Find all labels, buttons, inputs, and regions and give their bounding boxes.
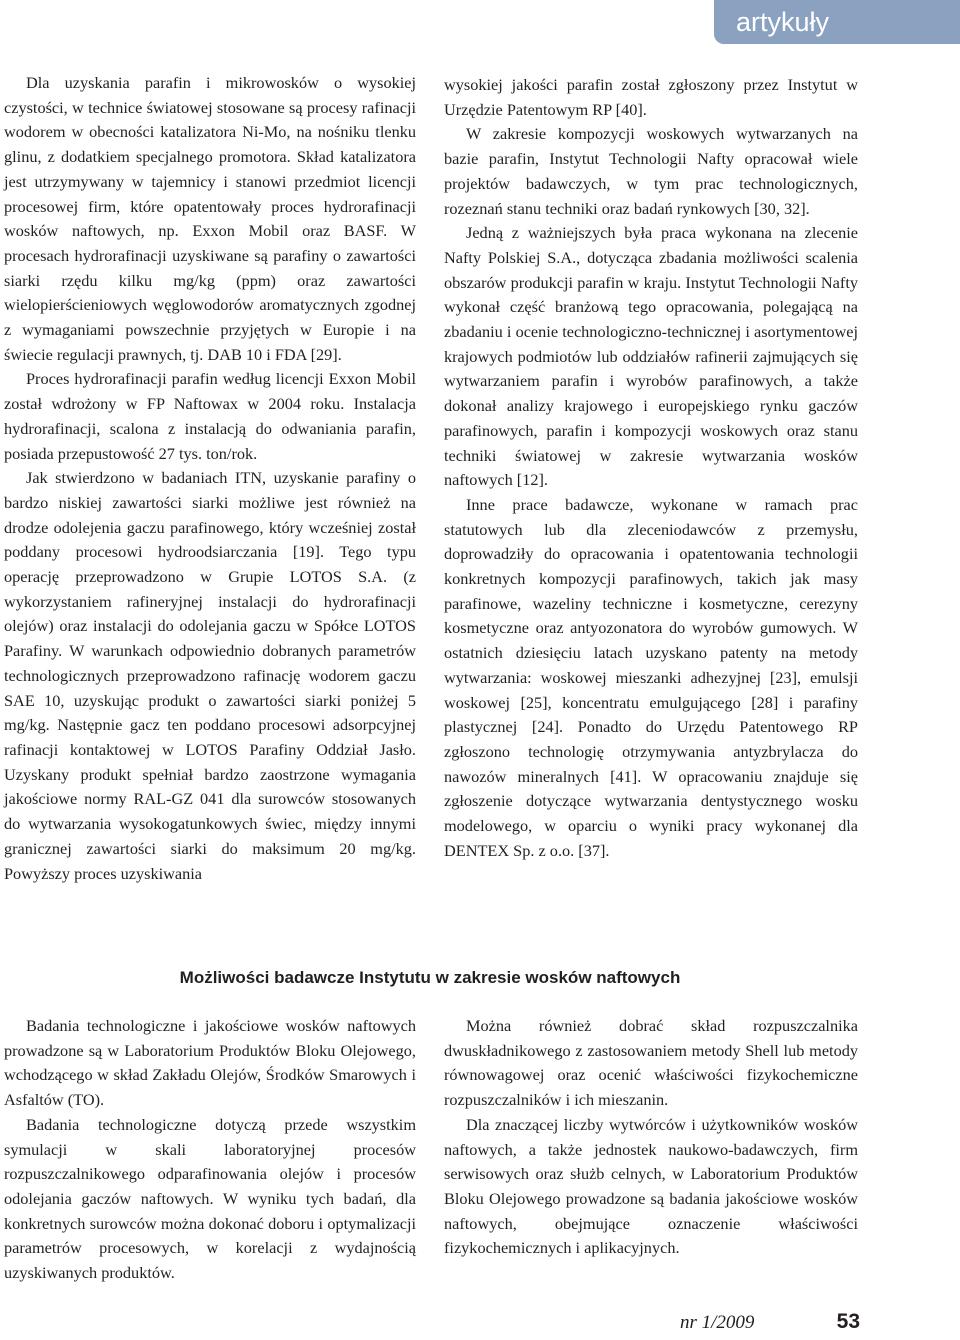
section-tab: artykuły bbox=[714, 0, 960, 44]
paragraph: wysokiej jakości parafin został zgłoszony przez Instytut w Urzędzie Patentowym RP [40]. bbox=[444, 75, 858, 119]
text-column-right-top bbox=[444, 73, 858, 864]
issue-label: nr 1/2009 bbox=[680, 1312, 755, 1333]
text-column-right-bottom bbox=[444, 1014, 858, 1261]
paragraph: Jak stwierdzono w badaniach ITN, uzyskanie parafiny o bardzo niskiej zawartości siarki możliwe jest również na drodze odolejenia gaczu parafinowego, który wcześniej został poddany procesowi hydroodsiarczania [19]. Tego typu operację przeprowadzono w Grupie LOTOS S.A. (z wykorzystaniem rafineryjnej instalacji do hydrorafinacji olejów) oraz instalacji do odolejania gaczu w Spółce LOTOS Parafiny. W warunkach odpowiednio dobranych parametrów technologicznych przeprowadzono rafinację wodorem gaczu SAE 10, uzyskując produkt o zawartości siarki poniżej 5 mg/kg. Następnie gacz ten poddano procesowi adsorpcyjnej rafinacji kontaktowej w LOTOS Parafiny Oddział Jasło. Uzyskany produkt spełniał bardzo zaostrzone wymagania jakościowe normy RAL-GZ 041 dla surowców stosowanych do wytwarzania wysokogatunkowych świec, między innymi granicznej zawartości siarki do maksimum 20 mg/kg. Powyższy proces uzyskiwania bbox=[4, 468, 416, 883]
paragraph: Dla uzyskania parafin i mikrowosków o wysokiej czystości, w technice światowej stosowane są procesy rafinacji wodorem w obecności katalizatora Ni-Mo, na nośniku tlenku glinu, z dodatkiem specjalnego promotora. Skład katalizatora jest utrzymywany w tajemnicy i stanowi przedmiot licencji procesowej firm, które opatentowały proces hydrorafinacji wosków naftowych, np. Exxon Mobil oraz BASF. W procesach hydrorafinacji uzyskiwane są parafiny o zawartości siarki rzędu kilku mg/kg (ppm) oraz zawartości wielopierścieniowych węglowodorów aromatycznych zgodnej z wymaganiami powszechnie przyjętych w Europie i na świecie regulacji prawnych, tj. DAB 10 i FDA [29]. bbox=[4, 73, 416, 364]
page-number: 53 bbox=[836, 1310, 860, 1333]
section-heading: Możliwości badawcze Instytutu w zakresie wosków naftowych bbox=[179, 968, 681, 987]
paragraph: W zakresie kompozycji woskowych wytwarzanych na bazie parafin, Instytut Technologii Nafty opracował wiele projektów badawczych, w tym prac technologicznych, rozeznań stanu techniki oraz badań rynkowych [30, 32]. bbox=[444, 124, 858, 218]
paragraph: Badania technologiczne dotyczą przede wszystkim symulacji w skali laboratoryjnej procesów rozpuszczalnikowego odparafinowania olejów i procesów odolejania gaczów naftowych. W wyniku tych badań, dla konkretnych surowców można dokonać doboru i optymalizacji parametrów procesowych, w korelacji z wydajnością uzyskiwanych produktów. bbox=[4, 1114, 416, 1283]
text-column-left-bottom bbox=[4, 1014, 416, 1286]
paragraph: Badania technologiczne i jakościowe wosków naftowych prowadzone są w Laboratorium Produktów Bloku Olejowego, wchodzącego w skład Zakładu Olejów, Środków Smarowych i Asfaltów (TO). bbox=[4, 1016, 416, 1110]
text-column-left-top bbox=[4, 71, 416, 886]
paragraph: Można również dobrać skład rozpuszczalnika dwuskładnikowego z zastosowaniem metody Shell lub metody równowagowej oraz ocenić właściwości fizykochemiczne rozpuszczalników i ich mieszanin. bbox=[444, 1016, 858, 1110]
page-footer bbox=[680, 1310, 860, 1340]
paragraph: Inne prace badawcze, wykonane w ramach prac statutowych lub dla zleceniodawców z przemysłu, doprowadziły do opracowania i opatentowania technologii konkretnych kompozycji parafinowych, takich jak masy parafinowe, wazeliny techniczne i kosmetyczne, cerezyny kosmetyczne oraz antyozonatora do wyrobów gumowych. W ostatnich dziesięciu latach uzyskano patenty na metody wytwarzania: woskowej mieszanki adhezyjnej [23], emulsji woskowej [25], koncentratu emulgującego [28] i parafiny plastycznej [24]. Ponadto do Urzędu Patentowego RP zgłoszono technologię otrzymywania antyzbrylacza do nawozów mineralnych [41]. W opracowaniu znajduje się zgłoszenie dotyczące wytwarzania dentystycznego wosku modelowego, w oparciu o wyniki pracy wykonanej dla DENTEX Sp. z o.o. [37]. bbox=[444, 494, 858, 860]
paragraph: Proces hydrorafinacji parafin według licencji Exxon Mobil został wdrożony w FP Naftowax w 2004 roku. Instalacja hydrorafinacji, scalona z instalacją do odwaniania parafin, posiada przepustowość 27 tys. ton/rok. bbox=[4, 369, 416, 463]
paragraph: Dla znaczącej liczby wytwórców i użytkowników wosków naftowych, a także jednostek naukowo-badawczych, firm serwisowych oraz służb celnych, w Laboratorium Produktów Bloku Olejowego prowadzone są badania jakościowe wosków naftowych, obejmujące oznaczenie właściwości fizykochemicznych i aplikacyjnych. bbox=[444, 1114, 858, 1258]
paragraph: Jedną z ważniejszych była praca wykonana na zlecenie Nafty Polskiej S.A., dotycząca zbadania możliwości scalenia obszarów produkcji parafin w kraju. Instytut Technologii Nafty wykonał część branżową tego opracowania, polegającą na zbadaniu i ocenie technologiczno-technicznej i asortymentowej krajowych podmiotów lub oddziałów rafinerii zajmujących się wytwarzaniem parafin i wyrobów parafinowych, a także dokonał analizy krajowego i europejskiego rynku gaczów parafinowych, parafin i kompozycji woskowych oraz stanu techniki światowej w zakresie wytwarzania wosków naftowych [12]. bbox=[444, 223, 858, 490]
